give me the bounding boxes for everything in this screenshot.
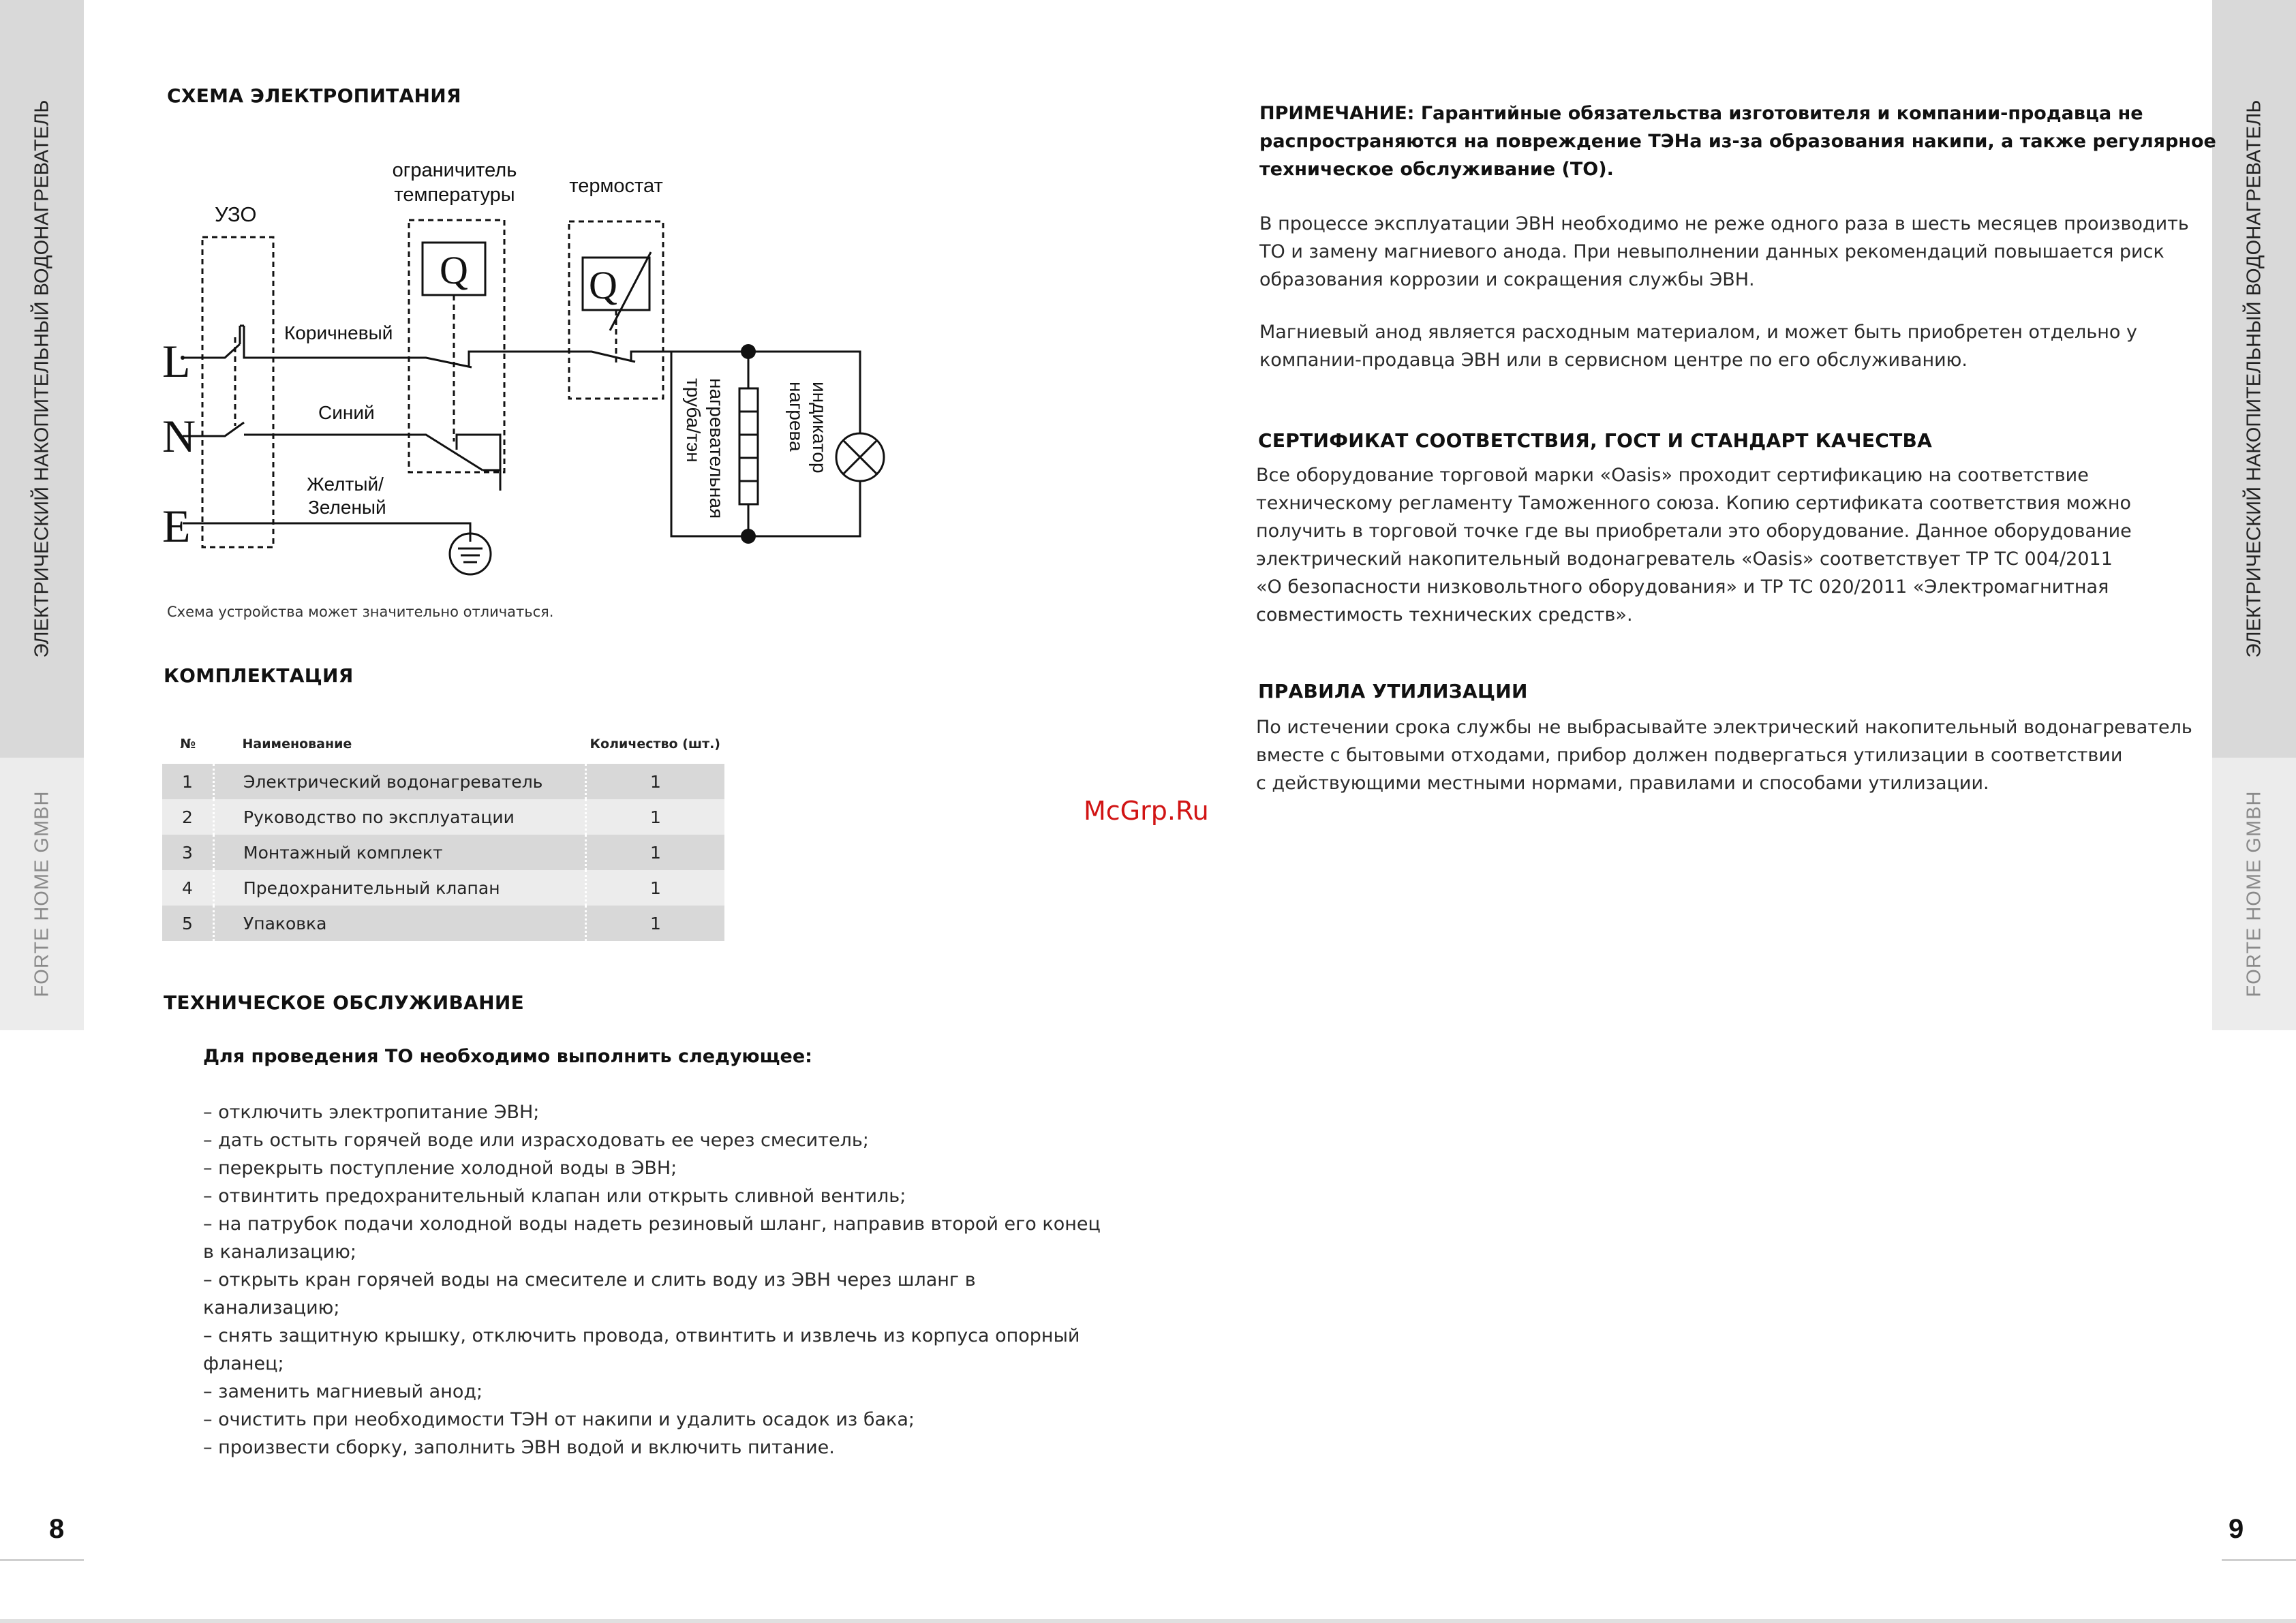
kit-row-qty: 1 [586,870,725,906]
warranty-note-line: ПРИМЕЧАНИЕ: Гарантийные обязательства изготовителя и компании-продавца не [1259,103,2143,124]
line-e-label: E [162,500,191,552]
uzo-label: УЗО [215,202,257,226]
service-heading: ТЕХНИЧЕСКОЕ ОБСЛУЖИВАНИЕ [164,991,525,1014]
paragraph-line: вместе с бытовыми отходами, прибор должен подвергаться утилизации в соответствии [1256,745,2123,766]
kit-col-qty: Количество (шт.) [590,737,720,752]
left-sidebar-brand-band [0,758,84,1030]
kit-col-name: Наименование [242,737,352,752]
service-intro: Для проведения ТО необходимо выполнить следующее: [203,1046,812,1067]
kit-row-qty: 1 [586,906,725,941]
paragraph-line: ТО и замену магниевого анода. При невыполнении данных рекомендаций повышается риск [1259,241,2164,262]
kit-heading: КОМПЛЕКТАЦИЯ [164,664,354,687]
list-item: – снять защитную крышку, отключить провода, отвинтить и извлечь из корпуса опорный [203,1325,1080,1346]
kit-table [162,724,724,941]
paragraph-line: Все оборудование торговой марки «Oasis» проходит сертификацию на соответствие [1256,465,2089,486]
right-sidebar-brand-band [2212,758,2296,1030]
heater-label-2: труба/тэн [683,378,704,463]
list-item: – отключить электропитание ЭВН; [203,1102,540,1123]
indicator-label-1: индикатор [809,382,830,474]
power-scheme-heading: СХЕМА ЭЛЕКТРОПИТАНИЯ [167,84,461,107]
service-steps [203,1098,1101,1462]
kit-row-number: 4 [162,870,214,906]
kit-row-name: Монтажный комплект [214,835,586,870]
line-n-label: N [162,410,196,462]
table-row [162,906,724,941]
wire-yellow-green-label-2: Зеленый [308,497,386,518]
table-row [162,799,724,835]
kit-row-number: 5 [162,906,214,941]
list-item: фланец; [203,1353,284,1374]
page-bottom-edge [0,1619,2296,1623]
line-l-label: L [162,335,191,387]
table-row [162,835,724,870]
list-item: – отвинтить предохранительный клапан или открыть сливной вентиль; [203,1186,906,1207]
list-item: в канализацию; [203,1241,357,1263]
paragraph-line: «О безопасности низковольтного оборудования» и ТР ТС 020/2011 «Электромагнитная [1256,576,2109,598]
warranty-note-line: техническое обслуживание (ТО). [1259,159,1614,180]
kit-row-number: 2 [162,799,214,835]
list-item: – дать остыть горячей воде или израсходовать ее через смеситель; [203,1130,869,1151]
paragraph-line: компании-продавца ЭВН или в сервисном центре по его обслуживанию. [1259,350,1968,371]
table-row [162,870,724,906]
thermostat-label: термостат [569,175,663,197]
kit-table-header [162,724,724,764]
disposal-paragraph [1256,713,2192,797]
list-item: – произвести сборку, заполнить ЭВН водой и включить питание. [203,1437,835,1458]
warranty-note-line: распространяются на повреждение ТЭНа из-за образования накипи, а также регулярное [1259,131,2216,152]
watermark-link[interactable]: McGrp.Ru [1084,796,1209,826]
anode-paragraph [1259,318,2137,374]
right-sidebar-title-band [2212,0,2296,758]
left-sidebar-title: ЭЛЕКТРИЧЕСКИЙ НАКОПИТЕЛЬНЫЙ ВОДОНАГРЕВАТЕЛЬ [31,99,52,658]
kit-col-number: № [180,737,196,752]
paragraph-line: По истечении срока службы не выбрасывайте электрический накопительный водонагреватель [1256,717,2192,738]
kit-row-qty: 1 [586,764,725,799]
list-item: – заменить магниевый анод; [203,1381,483,1402]
list-item: – открыть кран горячей воды на смесителе и слить воду из ЭВН через шланг в [203,1269,976,1290]
limiter-label-1: ограничитель [392,159,517,181]
kit-row-name: Электрический водонагреватель [214,764,586,799]
list-item: – на патрубок подачи холодной воды надеть резиновый шланг, направив второй его конец [203,1214,1101,1235]
page-number-left-rule [0,1559,84,1561]
paragraph-line: получить в торговой точке где вы приобретали это оборудование. Данное оборудование [1256,521,2132,542]
kit-row-number: 1 [162,764,214,799]
paragraph-line: с действующими местными нормами, правилами и способами утилизации. [1256,773,1989,794]
wire-brown-label: Коричневый [284,322,393,343]
table-row [162,764,724,799]
right-sidebar-title: ЭЛЕКТРИЧЕСКИЙ НАКОПИТЕЛЬНЫЙ ВОДОНАГРЕВАТЕЛЬ [2243,99,2265,658]
limiter-label-2: температуры [394,184,515,206]
wire-yellow-green-label-1: Желтый/ [307,474,384,495]
page-number-right: 9 [2229,1514,2244,1544]
right-sidebar-brand: FORTE HOME GMBH [2243,790,2265,998]
kit-row-qty: 1 [586,835,725,870]
warranty-note [1259,99,2216,183]
paragraph-line: образования коррозии и сокращения службы ЭВН. [1259,269,1755,290]
paragraph-line: техническому регламенту Таможенного союза. Копию сертификата соответствия можно [1256,493,2131,514]
kit-row-name: Предохранительный клапан [214,870,586,906]
list-item: канализацию; [203,1297,340,1318]
indicator-label-2: нагрева [786,382,807,452]
thermostat-q-symbol: Q [589,263,617,307]
paragraph-line: В процессе эксплуатации ЭВН необходимо не реже одного раза в шесть месяцев производить [1259,213,2189,234]
list-item: – очистить при необходимости ТЭН от накипи и удалить осадок из бака; [203,1409,915,1430]
maintenance-paragraph [1259,210,2189,294]
limiter-q-symbol: Q [440,248,468,292]
wiring-diagram [0,0,954,600]
heater-label-1: нагревательная [706,378,727,519]
paragraph-line: Магниевый анод является расходным материалом, и может быть приобретен отдельно у [1259,322,2137,343]
kit-row-qty: 1 [586,799,725,835]
kit-row-number: 3 [162,835,214,870]
page-number-left: 8 [49,1514,65,1544]
certificate-heading: СЕРТИФИКАТ СООТВЕТСТВИЯ, ГОСТ И СТАНДАРТ КАЧЕСТВА [1258,429,1933,452]
kit-row-name: Упаковка [214,906,586,941]
disposal-heading: ПРАВИЛА УТИЛИЗАЦИИ [1258,680,1528,702]
paragraph-line: электрический накопительный водонагреватель «Oasis» соответствует ТР ТС 004/2011 [1256,548,2113,570]
certificate-paragraph [1256,461,2132,629]
list-item: – перекрыть поступление холодной воды в ЭВН; [203,1158,677,1179]
diagram-caption: Схема устройства может значительно отличаться. [167,604,554,620]
page-number-right-rule [2222,1559,2296,1561]
left-sidebar-brand: FORTE HOME GMBH [31,790,52,998]
wire-blue-label: Синий [318,402,375,423]
uzo-box [202,237,273,547]
paragraph-line: совместимость технических средств». [1256,604,1633,625]
kit-row-name: Руководство по эксплуатации [214,799,586,835]
heater-element [739,388,758,504]
